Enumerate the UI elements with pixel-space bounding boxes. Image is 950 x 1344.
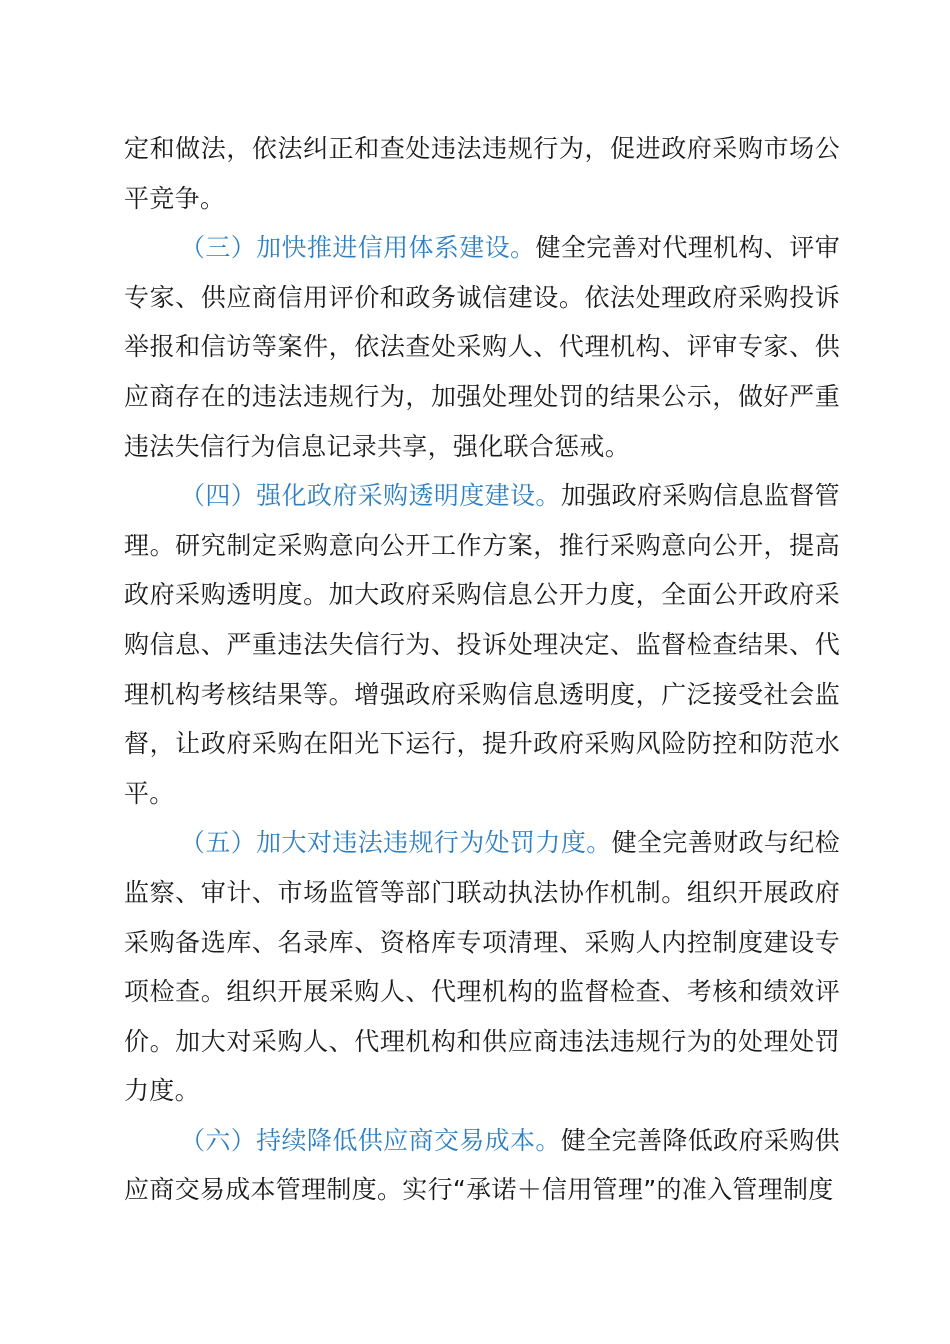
paragraph-text: 定和做法，依法纠正和查处违法违规行为，促进政府采购市场公平竞争。 (124, 134, 840, 213)
paragraph-penalties (124, 818, 840, 1116)
paragraph-text: 健全完善财政与纪检监察、审计、市场监管等部门联动执法协作机制。组织开展政府采购备选库、名录库、资格库专项清理、采购人内控制度建设专项检查。组织开展采购人、代理机构的监督检查、考核和绩效评价。加大对采购人、代理机构和供应商违法违规行为的处理处罚力度。 (124, 828, 840, 1106)
section-heading-3: （三）加快推进信用体系建设。 (180, 233, 536, 263)
section-heading-6: （六）持续降低供应商交易成本。 (180, 1125, 561, 1155)
paragraph-credit-system (124, 223, 840, 471)
paragraph-transparency (124, 471, 840, 818)
paragraph-text: 健全完善对代理机构、评审专家、供应商信用评价和政务诚信建设。依法处理政府采购投诉举报和信访等案件，依法查处采购人、代理机构、评审专家、供应商存在的违法违规行为，加强处理处罚的结果公示，做好严重违法失信行为信息记录共享，强化联合惩戒。 (124, 233, 841, 461)
paragraph-continuation (124, 124, 840, 223)
section-heading-5: （五）加大对违法违规行为处罚力度。 (180, 828, 612, 858)
section-heading-4: （四）强化政府采购透明度建设。 (180, 481, 561, 511)
paragraph-transaction-costs (124, 1116, 840, 1215)
paragraph-text: 加强政府采购信息监督管理。研究制定采购意向公开工作方案，推行采购意向公开，提高政府采购透明度。加大政府采购信息公开力度，全面公开政府采购信息、严重违法失信行为、投诉处理决定、监督检查结果、代理机构考核结果等。增强政府采购信息透明度，广泛接受社会监督，让政府采购在阳光下运行，提升政府采购风险防控和防范水平。 (124, 481, 840, 808)
document-body (124, 124, 840, 1215)
paragraph-text: 健全完善降低政府采购供应商交易成本管理制度。实行“承诺＋信用管理”的准入管理制度 (124, 1125, 840, 1205)
